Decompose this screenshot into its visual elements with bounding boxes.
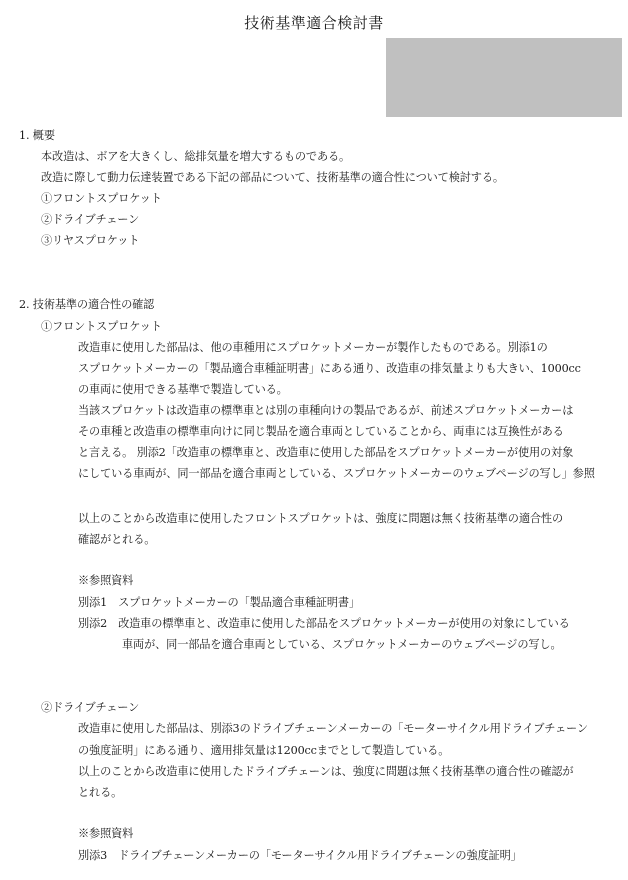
sub2-heading: ②ドライブチェーン [41, 701, 140, 714]
sub1-body-line: と言える。 別添2「改造車の標準車と、改造車に使用した部品をスプロケットメーカーが使用の対象 [78, 446, 574, 459]
section1-item: ③リヤスプロケット [41, 234, 140, 247]
section2-heading: 2. 技術基準の適合性の確認 [19, 298, 155, 311]
sub2-reference-item: 別添3 ドライブチェーンメーカーの「モーターサイクル用ドライブチェーンの強度証明」 [78, 849, 522, 862]
sub1-body-line: の車両に使用できる基準で製造している。 [78, 383, 288, 396]
sub2-body-line: とれる。 [78, 786, 123, 799]
section1-para1: 本改造は、ボアを大きくし、総排気量を増大するものである。 [41, 150, 351, 163]
sub2-reference-heading: ※参照資料 [78, 827, 134, 840]
sub1-reference-heading: ※参照資料 [78, 574, 134, 587]
sub1-body-line: スプロケットメーカーの「製品適合車種証明書」にある通り、改造車の排気量よりも大きい、1000cc [78, 362, 581, 375]
sub1-conclusion-line: 以上のことから改造車に使用したフロントスプロケットは、強度に問題は無く技術基準の適合性の [78, 512, 563, 525]
sub1-conclusion-line: 確認がとれる。 [78, 533, 156, 546]
sub2-body-line: の強度証明」にある通り、適用排気量は1200ccまでとして製造している。 [78, 744, 450, 757]
sub1-body-line: 当該スプロケットは改造車の標準車とは別の車種向けの製品であるが、前述スプロケットメーカーは [78, 404, 574, 417]
section1-heading: 1. 概要 [19, 129, 55, 142]
sub1-heading: ①フロントスプロケット [41, 320, 162, 333]
sub1-body-line: その車種と改造車の標準車向けに同じ製品を適合車両としていることから、両車には互換性がある [78, 425, 564, 438]
section1-item: ①フロントスプロケット [41, 192, 162, 205]
sub2-body-line: 以上のことから改造車に使用したドライブチェーンは、強度に問題は無く技術基準の適合性の確認が [78, 765, 574, 778]
sub2-body-line: 改造車に使用した部品は、別添3のドライブチェーンメーカーの「モーターサイクル用ドライブチェーン [78, 722, 588, 735]
document-title: 技術基準適合検討書 [244, 14, 384, 32]
redacted-stamp-area [386, 38, 622, 117]
sub1-body-line: にしている車両が、同一部品を適合車両としている、スプロケットメーカーのウェブページの写し」参照 [78, 467, 595, 480]
sub1-body-line: 改造車に使用した部品は、他の車種用にスプロケットメーカーが製作したものである。別添1の [78, 341, 548, 354]
sub1-reference-item: 車両が、同一部品を適合車両としている、スプロケットメーカーのウェブページの写し。 [122, 638, 562, 651]
section1-item: ②ドライブチェーン [41, 213, 140, 226]
sub1-reference-item: 別添2 改造車の標準車と、改造車に使用した部品をスプロケットメーカーが使用の対象にしている [78, 617, 570, 630]
section1-para2: 改造に際して動力伝達装置である下記の部品について、技術基準の適合性について検討する。 [41, 171, 504, 184]
sub1-reference-item: 別添1 スプロケットメーカーの「製品適合車種証明書」 [78, 596, 361, 609]
